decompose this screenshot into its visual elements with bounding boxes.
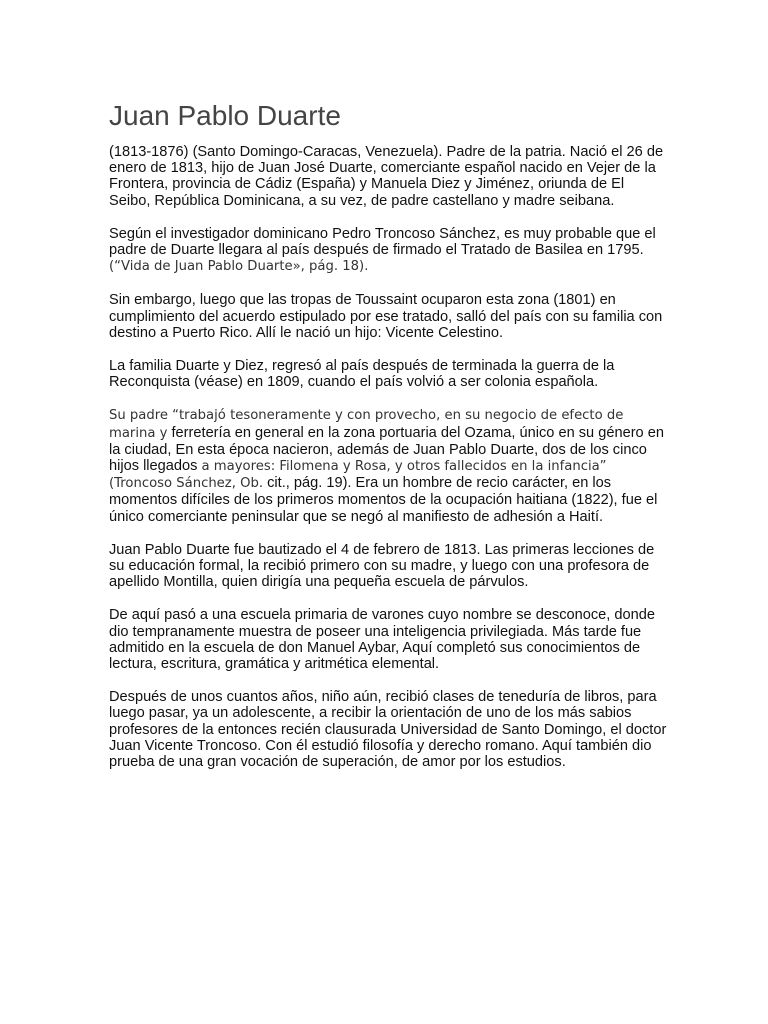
paragraph-text: Sin embargo, luego que las tropas de Toussaint ocuparon esta zona (1801) en cumplimiento del acuerdo estipulado por ese tratado, salló del país con su familia con destino a Puerto Rico. Allí le nació un hijo: Vicente Celestino.: [109, 292, 663, 341]
paragraph-text: (1813-1876) (Santo Domingo-Caracas, Venezuela). Padre de la patria. Nació el 26 de enero de 1813, hijo de Juan José Duarte, comerciante español nacido en Vejer de la Frontera, provincia de Cádiz (España) y Manuela Diez y Jiménez, oriunda de El Seibo, República Dominicana, a su vez, de padre castellano y madre seibana.: [109, 144, 664, 209]
paragraph-text: La familia Duarte y Diez, regresó al país después de terminada la guerra de la Reconquista (véase) en 1809, cuando el país volvió a ser colonia española.: [109, 358, 615, 391]
paragraph-1: [109, 144, 669, 209]
paragraph-3: [109, 292, 669, 341]
paragraph-text: Después de unos cuantos años, niño aún, recibió clases de teneduría de libros, para luego pasar, ya un adolescente, a recibir la orientación de uno de los más sabios profesores de la entonces recién clausurada Universidad de Santo Domingo, el doctor Juan Vicente Troncoso. Con él estudió filosofía y derecho romano. Aquí también dio prueba de una gran vocación de superación, de amor por los estudios.: [109, 689, 667, 771]
paragraph-text: Juan Pablo Duarte fue bautizado el 4 de febrero de 1813. Las primeras lecciones de su educación formal, la recibió primero con su madre, y luego con una profesora de apellido Montilla, quien dirigía una pequeña escuela de párvulos.: [109, 541, 655, 591]
document-title: Juan Pablo Duarte: [109, 100, 341, 131]
paragraph-8: [109, 689, 669, 770]
paragraph-2: [109, 226, 669, 276]
paragraph-6: [109, 542, 669, 591]
citation-text: (“Vida de Juan Pablo Duarte», pág. 18).: [109, 259, 369, 275]
paragraph-text: Según el investigador dominicano Pedro Troncoso Sánchez, es muy probable que el padre de Duarte llegara al país después de firmado el Tratado de Basilea en 1795.: [109, 225, 656, 259]
paragraph-text: De aquí pasó a una escuela primaria de varones cuyo nombre se desconoce, donde dio tempranamente muestra de poseer una inteligencia privilegiada. Más tarde fue admitido en la escuela de don Manuel Aybar, Aquí completó sus conocimientos de lectura, escritura, gramática y aritmética elemental.: [109, 607, 655, 673]
paragraph-5: [109, 407, 669, 524]
paragraph-7: [109, 607, 669, 672]
citation-text: a mayores: Filomena y Rosa, y otros fallecidos en la infancia” (Troncoso Sánchez, Ob.: [109, 459, 607, 492]
document-page: [109, 98, 669, 787]
paragraph-text: cit., pág. 19). Era un hombre de recio carácter, en los momentos difíciles de los primeros momentos de la ocupación haitiana (1822), fue el único comerciante peninsular que se negó al manifiesto de adhesión a Haití.: [109, 475, 658, 525]
paragraph-4: [109, 358, 669, 390]
paragraph-text: ferretería en general en la zona portuaria del Ozama, único en su género en la ciudad, En esta época nacieron, además de Juan Pablo Duarte, dos de los cinco hijos llegados: [109, 424, 664, 475]
citation-text: Su padre “trabajó tesoneramente y con provecho, en su negocio de efecto de marina y: [109, 408, 624, 441]
